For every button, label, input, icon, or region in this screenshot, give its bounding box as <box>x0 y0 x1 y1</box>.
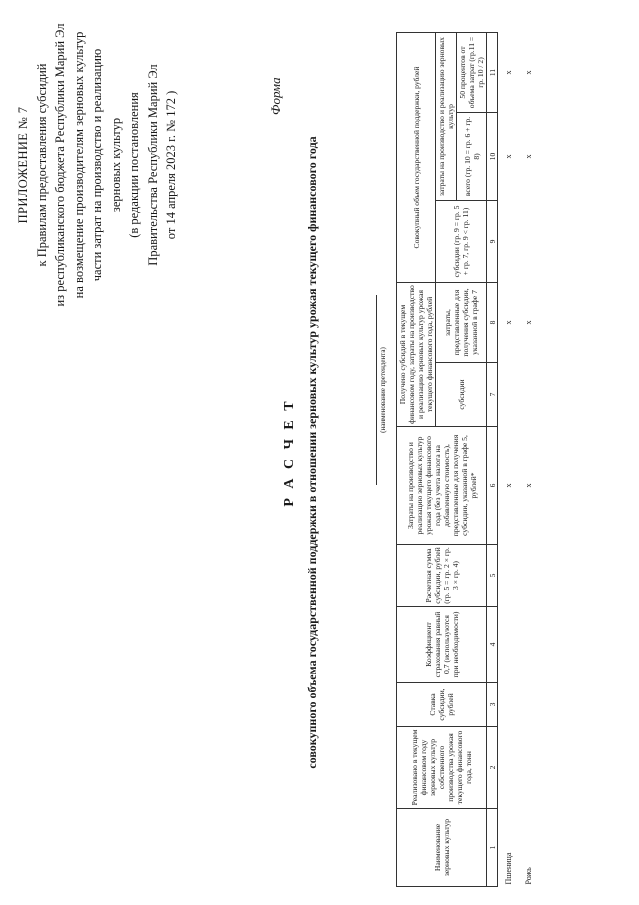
header-total-subsidies: субсидии (гр. 9 = гр. 5 + гр. 7, гр. 9 < гр. 11) <box>436 201 487 283</box>
appendix-line: (в редакции постановления <box>127 92 141 238</box>
column-number: 4 <box>487 607 498 683</box>
header-crop-name: Наименование зерновых культур <box>397 809 487 887</box>
table-cell: x <box>523 70 533 75</box>
column-number: 7 <box>487 363 498 427</box>
header-group-received: Получено субсидий в текущем финансовом году, затраты на производство и реализацию зерновых культур урожая текущего финансового года, рублей <box>397 283 436 427</box>
header-received-costs: затраты, представленные для получения субсидии, указанной в графе 7 <box>436 283 487 363</box>
crop-name-cell: Пшеница <box>503 852 513 885</box>
table-cell <box>518 683 538 727</box>
header-insurance-coefficient: Коэффициент страхования равный 0,7 (используются при необходимости) <box>397 607 487 683</box>
column-number: 6 <box>487 427 498 545</box>
applicant-name-line <box>376 295 377 485</box>
table-cell <box>518 727 538 809</box>
table-cell: x <box>523 320 533 325</box>
applicant-caption: (наименование претендента) <box>379 347 387 433</box>
table-cell <box>498 201 519 283</box>
table-header-row <box>397 33 436 887</box>
appendix-title: ПРИЛОЖЕНИЕ № 7 <box>16 106 30 224</box>
appendix-line: к Правилам предоставления субсидий <box>34 63 49 267</box>
header-group-costs: затраты на производство и реализацию зерновых культур <box>436 33 457 201</box>
appendix-line: части затрат на производство и реализацию <box>90 48 104 282</box>
document-title: Р А С Ч Е Т <box>282 398 297 507</box>
table-cell <box>518 545 538 607</box>
table-cell <box>518 607 538 683</box>
table-cell <box>498 545 519 607</box>
column-number: 2 <box>487 727 498 809</box>
appendix-line: на возмещение производителям зерновых культур <box>71 31 86 299</box>
appendix-line: из республиканского бюджета Республики Марий Эл <box>53 23 67 307</box>
column-number-row <box>487 33 498 887</box>
table-row <box>518 33 538 887</box>
table-row <box>498 33 519 887</box>
column-number: 11 <box>487 33 498 113</box>
crop-name-cell: Рожь <box>523 867 533 885</box>
appendix-line: зерновых культур <box>108 117 123 213</box>
table-cell <box>498 683 519 727</box>
column-number: 1 <box>487 809 498 887</box>
table-cell: x <box>523 154 533 159</box>
header-sold-tonnes: Реализовано в текущем финансовом году зерновых культур собственного производства урожая текущего финансового года, тонн <box>397 727 487 809</box>
table-cell: x <box>503 70 513 75</box>
table-cell <box>498 363 519 427</box>
table-cell <box>518 201 538 283</box>
table-cell <box>498 727 519 809</box>
document-subtitle: совокупного объема государственной поддержки в отношении зерновых культур урожая текущего финансового года <box>305 136 319 769</box>
table-cell <box>518 363 538 427</box>
appendix-date-line: от 14 апреля 2023 г. № 172 ) <box>164 90 178 240</box>
column-number: 9 <box>487 201 498 283</box>
header-production-costs: Затраты на производство и реализацию зерновых культур урожая текущего финансового года (без учета налога на добавленную стоимость), представленные для получения субсидии, указанной в графе 5, рублей* <box>397 427 487 545</box>
column-number: 5 <box>487 545 498 607</box>
header-received-subsidies: субсидии <box>436 363 487 427</box>
header-calculated-subsidy: Расчетная сумма субсидии, рублей (гр. 5 = гр. 2 × гр. 3 × гр. 4) <box>397 545 487 607</box>
appendix-line: Правительства Республики Марий Эл <box>145 64 160 266</box>
appendix-block <box>14 15 181 315</box>
column-number: 10 <box>487 113 498 201</box>
header-costs-total: всего (гр. 10 = гр. 6 + гр. 8) <box>457 113 487 201</box>
table-cell: x <box>523 483 533 488</box>
table-cell: x <box>503 483 513 488</box>
table-cell <box>498 607 519 683</box>
header-subsidy-rate: Ставка субсидии, рублей <box>397 683 487 727</box>
table-cell: x <box>503 320 513 325</box>
header-group-total-support: Совокупный объем государственной поддержки, рублей <box>397 33 436 283</box>
header-costs-50-percent: 50 процентов от объема затрат (гр.11 = гр. 10 / 2) <box>457 33 487 113</box>
column-number: 3 <box>487 683 498 727</box>
calculation-table <box>396 32 538 887</box>
table-cell: x <box>503 154 513 159</box>
form-label: Форма <box>268 77 283 115</box>
column-number: 8 <box>487 283 498 363</box>
